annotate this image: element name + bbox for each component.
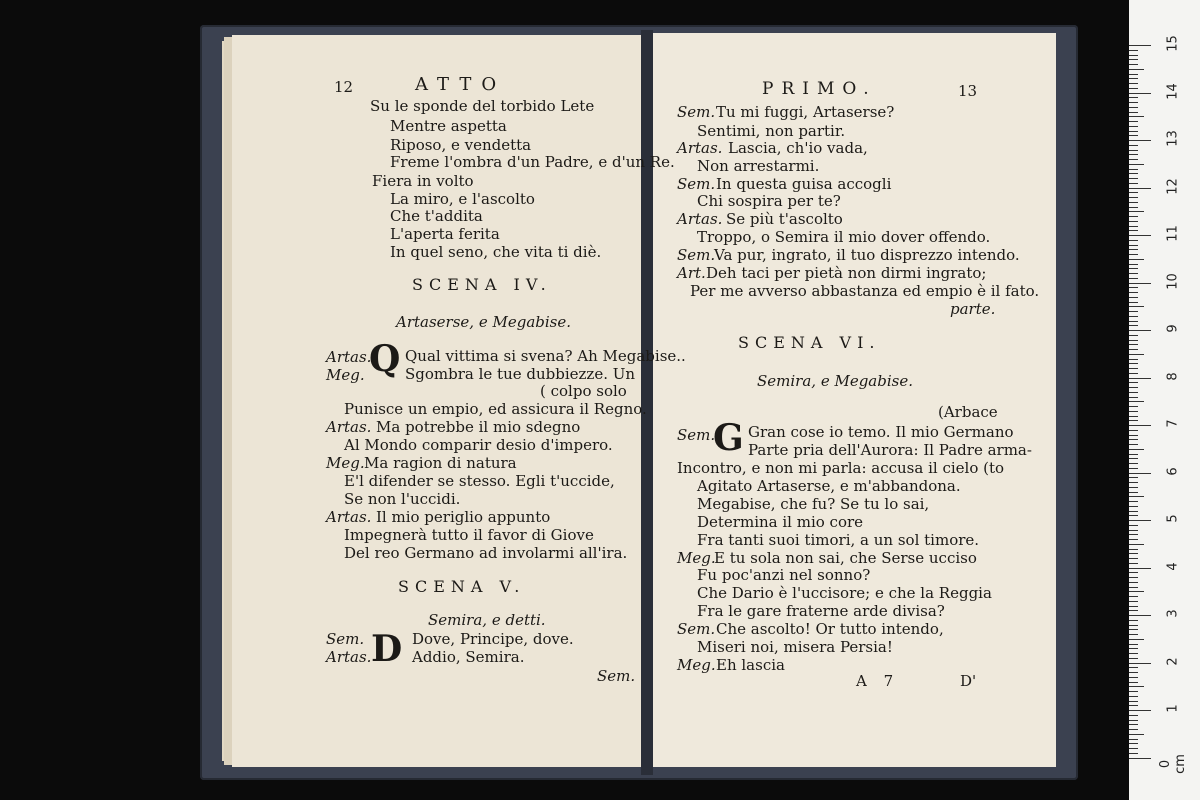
ruler-label: 8 <box>1165 371 1181 381</box>
ruler-label: 13 <box>1165 130 1181 147</box>
dialogue-line: (Arbace <box>938 403 998 421</box>
ruler-minor-tick <box>1129 416 1138 417</box>
dialogue-line: Impegnerà tutto il favor di Giove <box>344 526 594 544</box>
ruler-minor-tick <box>1129 539 1138 540</box>
speaker: Sem. <box>677 426 716 444</box>
dialogue-line: Del reo Germano ad involarmi all'ira. <box>344 544 628 562</box>
ruler-minor-tick <box>1129 249 1138 250</box>
drop-capital: Q <box>369 338 401 380</box>
dialogue-line: Deh taci per pietà non dirmi ingrato; <box>706 264 987 282</box>
speaker: Meg. <box>326 454 365 472</box>
ruler-minor-tick <box>1129 107 1138 108</box>
ruler-minor-tick <box>1129 102 1138 103</box>
verse-line: La miro, e l'ascolto <box>390 190 535 208</box>
ruler-minor-tick <box>1129 316 1138 317</box>
ruler-minor-tick <box>1129 392 1138 393</box>
ruler-minor-tick <box>1129 397 1138 398</box>
ruler-minor-tick <box>1129 634 1138 635</box>
speaker: Meg. <box>326 366 365 384</box>
ruler-minor-tick <box>1129 430 1138 431</box>
dialogue-line: Il mio periglio appunto <box>376 508 551 526</box>
ruler-minor-tick <box>1129 74 1138 75</box>
ruler-minor-tick <box>1129 50 1138 51</box>
ruler-minor-tick <box>1129 116 1144 117</box>
ruler-minor-tick <box>1129 734 1144 735</box>
ruler-tick <box>1129 520 1151 521</box>
ruler-minor-tick <box>1129 458 1138 459</box>
speaker: Artas. <box>326 418 372 436</box>
ruler-minor-tick <box>1129 368 1138 369</box>
ruler-minor-tick <box>1129 658 1138 659</box>
ruler-minor-tick <box>1129 335 1138 336</box>
ruler-minor-tick <box>1129 606 1138 607</box>
drop-capital: G <box>713 417 744 459</box>
ruler-minor-tick <box>1129 639 1144 640</box>
dialogue-line: Se più t'ascolto <box>726 210 843 228</box>
dialogue-line: Incontro, e non mi parla: accusa il cielo (to <box>677 459 1005 477</box>
ruler-minor-tick <box>1129 406 1138 407</box>
ruler-minor-tick <box>1129 259 1144 260</box>
ruler-minor-tick <box>1129 729 1138 730</box>
left-running-head: ATTO <box>415 74 507 95</box>
ruler-minor-tick <box>1129 577 1138 578</box>
ruler-minor-tick <box>1129 530 1138 531</box>
ruler-minor-tick <box>1129 221 1138 222</box>
dialogue-line: Va pur, ingrato, il tuo disprezzo intendo. <box>714 246 1020 264</box>
ruler-minor-tick <box>1129 202 1138 203</box>
dialogue-line: Che Dario è l'uccisore; e che la Reggia <box>697 584 992 602</box>
verse-line: In quel seno, che vita ti diè. <box>390 243 602 261</box>
dialogue-line: Sentimi, non partir. <box>697 122 846 140</box>
verse-line: Riposo, e vendetta <box>390 136 532 154</box>
ruler-tick <box>1129 663 1151 664</box>
ruler-minor-tick <box>1129 135 1138 136</box>
ruler-minor-tick <box>1129 610 1138 611</box>
ruler-minor-tick <box>1129 534 1138 535</box>
ruler-tick <box>1129 140 1151 141</box>
ruler-minor-tick <box>1129 197 1138 198</box>
ruler-minor-tick <box>1129 682 1138 683</box>
speaker: Artas. <box>326 648 372 666</box>
ruler-minor-tick <box>1129 653 1138 654</box>
ruler-label: 11 <box>1165 225 1181 242</box>
ruler-minor-tick <box>1129 173 1138 174</box>
ruler-minor-tick <box>1129 401 1144 402</box>
scene-cast: Semira, e Megabise. <box>757 372 913 390</box>
verse-line: Che t'addita <box>390 207 483 225</box>
ruler-tick <box>1129 45 1151 46</box>
ruler-minor-tick <box>1129 131 1138 132</box>
ruler-tick <box>1129 568 1151 569</box>
speaker: Sem. <box>677 620 716 638</box>
ruler-minor-tick <box>1129 753 1138 754</box>
verse-line: Freme l'ombra d'un Padre, e d'un Re. <box>390 153 675 171</box>
ruler-minor-tick <box>1129 126 1138 127</box>
ruler-minor-tick <box>1129 648 1138 649</box>
ruler-minor-tick <box>1129 373 1138 374</box>
ruler-minor-tick <box>1129 59 1138 60</box>
measuring-ruler <box>1129 0 1200 800</box>
ruler-minor-tick <box>1129 387 1138 388</box>
dialogue-line: Fu poc'anzi nel sonno? <box>697 566 871 584</box>
ruler-tick <box>1129 283 1151 284</box>
scene-cast: Artaserse, e Megabise. <box>396 313 571 331</box>
verse-line: Mentre aspetta <box>390 117 507 135</box>
ruler-minor-tick <box>1129 154 1138 155</box>
ruler-minor-tick <box>1129 487 1138 488</box>
ruler-minor-tick <box>1129 359 1138 360</box>
speaker: Sem. <box>677 175 716 193</box>
dialogue-line: Addio, Semira. <box>412 648 525 666</box>
scene-cast: Semira, e detti. <box>428 611 546 629</box>
ruler-label: 4 <box>1165 561 1181 571</box>
ruler-minor-tick <box>1129 230 1138 231</box>
dialogue-line: Miseri noi, misera Persia! <box>697 638 893 656</box>
ruler-minor-tick <box>1129 287 1138 288</box>
speaker: Sem. <box>677 103 716 121</box>
scene-heading: SCENA IV. <box>412 275 552 294</box>
ruler-minor-tick <box>1129 553 1138 554</box>
dialogue-line: Non arrestarmi. <box>697 157 820 175</box>
ruler-minor-tick <box>1129 192 1138 193</box>
ruler-label: 12 <box>1165 177 1181 195</box>
dialogue-line: Se non l'uccidi. <box>344 490 461 508</box>
dialogue-line: Eh lascia <box>716 656 785 674</box>
ruler-minor-tick <box>1129 159 1138 160</box>
dialogue-line: Tu mi fuggi, Artaserse? <box>716 103 895 121</box>
ruler-minor-tick <box>1129 64 1138 65</box>
ruler-minor-tick <box>1129 311 1138 312</box>
ruler-minor-tick <box>1129 55 1138 56</box>
speaker: Art. <box>677 264 706 282</box>
dialogue-line: Gran cose io temo. Il mio Germano <box>748 423 1014 441</box>
ruler-minor-tick <box>1129 515 1138 516</box>
ruler-minor-tick <box>1129 454 1138 455</box>
ruler-label: 3 <box>1165 609 1181 618</box>
ruler-label: 14 <box>1165 82 1181 100</box>
ruler-minor-tick <box>1129 591 1144 592</box>
ruler-minor-tick <box>1129 677 1138 678</box>
ruler-minor-tick <box>1129 720 1138 721</box>
dialogue-line: Ma ragion di natura <box>364 454 517 472</box>
ruler-minor-tick <box>1129 97 1138 98</box>
dialogue-line: Determina il mio core <box>697 513 864 531</box>
ruler-minor-tick <box>1129 340 1138 341</box>
dialogue-line: In questa guisa accogli <box>716 175 892 193</box>
ruler-minor-tick <box>1129 245 1138 246</box>
ruler-minor-tick <box>1129 582 1138 583</box>
speaker: Artas. <box>326 348 372 366</box>
ruler-minor-tick <box>1129 705 1138 706</box>
ruler-minor-tick <box>1129 325 1138 326</box>
dialogue-line: Fra le gare fraterne arde divisa? <box>697 602 945 620</box>
verse-line: Su le sponde del torbido Lete <box>370 97 595 115</box>
ruler-minor-tick <box>1129 563 1138 564</box>
right-page-number: 13 <box>958 82 978 100</box>
left-page-number: 12 <box>334 78 354 96</box>
speaker: Artas. <box>677 210 723 228</box>
ruler-minor-tick <box>1129 411 1138 412</box>
ruler-minor-tick <box>1129 321 1138 322</box>
ruler-minor-tick <box>1129 150 1138 151</box>
ruler-tick <box>1129 615 1151 616</box>
ruler-minor-tick <box>1129 211 1144 212</box>
ruler-minor-tick <box>1129 463 1138 464</box>
ruler-label: 15 <box>1165 35 1181 52</box>
ruler-tick <box>1129 378 1151 379</box>
ruler-minor-tick <box>1129 587 1138 588</box>
dialogue-line: Fra tanti suoi timori, a un sol timore. <box>697 531 980 549</box>
ruler-minor-tick <box>1129 264 1138 265</box>
ruler-minor-tick <box>1129 468 1138 469</box>
ruler-minor-tick <box>1129 302 1138 303</box>
ruler-minor-tick <box>1129 207 1138 208</box>
ruler-minor-tick <box>1129 78 1138 79</box>
ruler-label: 9 <box>1165 324 1181 333</box>
dialogue-line: Per me avverso abbastanza ed empio è il fato. <box>690 282 1040 300</box>
ruler-minor-tick <box>1129 178 1138 179</box>
ruler-label: 5 <box>1165 514 1181 523</box>
catchword: D' <box>960 672 977 690</box>
dialogue-line: Parte pria dell'Aurora: Il Padre arma- <box>748 441 1032 459</box>
ruler-tick <box>1129 188 1151 189</box>
ruler-minor-tick <box>1129 88 1138 89</box>
ruler-minor-tick <box>1129 349 1138 350</box>
dialogue-line: Sgombra le tue dubbiezze. Un <box>405 365 636 383</box>
speaker: Artas. <box>326 508 372 526</box>
ruler-minor-tick <box>1129 572 1138 573</box>
ruler-minor-tick <box>1129 69 1144 70</box>
dialogue-line: ( colpo solo <box>540 382 627 400</box>
dialogue-line: Agitato Artaserse, e m'abbandona. <box>697 477 961 495</box>
ruler-minor-tick <box>1129 549 1138 550</box>
ruler-minor-tick <box>1129 691 1138 692</box>
ruler-minor-tick <box>1129 743 1138 744</box>
ruler-minor-tick <box>1129 496 1144 497</box>
ruler-minor-tick <box>1129 701 1138 702</box>
verse-line: Fiera in volto <box>372 172 474 190</box>
ruler-label: 1 <box>1165 704 1181 713</box>
ruler-minor-tick <box>1129 525 1138 526</box>
ruler-minor-tick <box>1129 444 1138 445</box>
ruler-minor-tick <box>1129 667 1138 668</box>
dialogue-line: Ma potrebbe il mio sdegno <box>376 418 581 436</box>
dialogue-line: Chi sospira per te? <box>697 192 841 210</box>
ruler-minor-tick <box>1129 739 1138 740</box>
ruler-minor-tick <box>1129 686 1144 687</box>
ruler-minor-tick <box>1129 164 1144 165</box>
dialogue-line: Punisce un empio, ed assicura il Regno. <box>344 400 647 418</box>
ruler-tick <box>1129 710 1151 711</box>
ruler-minor-tick <box>1129 83 1138 84</box>
scene-heading: SCENA VI. <box>738 333 881 352</box>
ruler-minor-tick <box>1129 477 1138 478</box>
scene-heading: SCENA V. <box>398 577 526 596</box>
ruler-minor-tick <box>1129 278 1138 279</box>
ruler-minor-tick <box>1129 724 1138 725</box>
ruler-label: 7 <box>1165 419 1181 428</box>
ruler-minor-tick <box>1129 292 1138 293</box>
ruler-tick <box>1129 473 1151 474</box>
ruler-tick <box>1129 93 1151 94</box>
dialogue-line: Megabise, che fu? Se tu lo sai, <box>697 495 930 513</box>
ruler-label: 0 cm <box>1158 753 1188 774</box>
ruler-tick <box>1129 235 1151 236</box>
ruler-minor-tick <box>1129 511 1138 512</box>
ruler-tick <box>1129 330 1151 331</box>
dialogue-line: Qual vittima si svena? Ah Megabise.. <box>405 347 686 365</box>
dialogue-line: E'l difender se stesso. Egli t'uccide, <box>344 472 615 490</box>
catchword: Sem. <box>597 667 636 685</box>
dialogue-line: Al Mondo comparir desio d'impero. <box>344 436 613 454</box>
speaker: Artas. <box>677 139 723 157</box>
ruler-minor-tick <box>1129 240 1138 241</box>
speaker: Sem. <box>326 630 365 648</box>
right-running-head: PRIMO. <box>762 79 877 99</box>
ruler-label: 6 <box>1165 466 1181 476</box>
ruler-minor-tick <box>1129 306 1144 307</box>
ruler-minor-tick <box>1129 558 1138 559</box>
ruler-minor-tick <box>1129 354 1144 355</box>
dialogue-line: E tu sola non sai, che Serse ucciso <box>714 549 977 567</box>
ruler-minor-tick <box>1129 629 1138 630</box>
drop-capital: D <box>371 628 403 670</box>
signature-mark: A 7 <box>856 672 900 690</box>
dialogue-line: Dove, Principe, dove. <box>412 630 574 648</box>
verse-line: L'aperta ferita <box>390 225 500 243</box>
ruler-minor-tick <box>1129 363 1138 364</box>
ruler-minor-tick <box>1129 644 1138 645</box>
speaker: Sem. <box>677 246 716 264</box>
exit-note: parte. <box>950 300 996 318</box>
ruler-minor-tick <box>1129 439 1138 440</box>
ruler-minor-tick <box>1129 696 1138 697</box>
ruler-minor-tick <box>1129 492 1138 493</box>
ruler-minor-tick <box>1129 449 1144 450</box>
dialogue-line: Che ascolto! Or tutto intendo, <box>716 620 944 638</box>
ruler-minor-tick <box>1129 748 1138 749</box>
ruler-minor-tick <box>1129 596 1138 597</box>
dialogue-line: Lascia, ch'io vada, <box>728 139 868 157</box>
ruler-minor-tick <box>1129 216 1138 217</box>
speaker: Meg. <box>677 549 716 567</box>
ruler-tick <box>1129 758 1151 759</box>
ruler-tick <box>1129 425 1151 426</box>
ruler-minor-tick <box>1129 625 1138 626</box>
ruler-minor-tick <box>1129 435 1138 436</box>
ruler-minor-tick <box>1129 672 1138 673</box>
ruler-minor-tick <box>1129 112 1138 113</box>
ruler-label: 2 <box>1165 656 1181 666</box>
ruler-minor-tick <box>1129 183 1138 184</box>
ruler-minor-tick <box>1129 382 1138 383</box>
ruler-minor-tick <box>1129 273 1138 274</box>
ruler-minor-tick <box>1129 297 1138 298</box>
dialogue-line: Troppo, o Semira il mio dover offendo. <box>697 228 991 246</box>
ruler-minor-tick <box>1129 420 1138 421</box>
ruler-minor-tick <box>1129 506 1138 507</box>
ruler-minor-tick <box>1129 254 1138 255</box>
ruler-minor-tick <box>1129 121 1138 122</box>
ruler-minor-tick <box>1129 145 1138 146</box>
ruler-minor-tick <box>1129 169 1138 170</box>
ruler-label: 10 <box>1165 272 1181 290</box>
ruler-minor-tick <box>1129 501 1138 502</box>
ruler-minor-tick <box>1129 268 1138 269</box>
ruler-minor-tick <box>1129 226 1138 227</box>
ruler-minor-tick <box>1129 715 1138 716</box>
ruler-minor-tick <box>1129 344 1138 345</box>
speaker: Meg. <box>677 656 716 674</box>
ruler-minor-tick <box>1129 544 1144 545</box>
ruler-minor-tick <box>1129 482 1138 483</box>
ruler-minor-tick <box>1129 601 1138 602</box>
ruler-minor-tick <box>1129 620 1138 621</box>
